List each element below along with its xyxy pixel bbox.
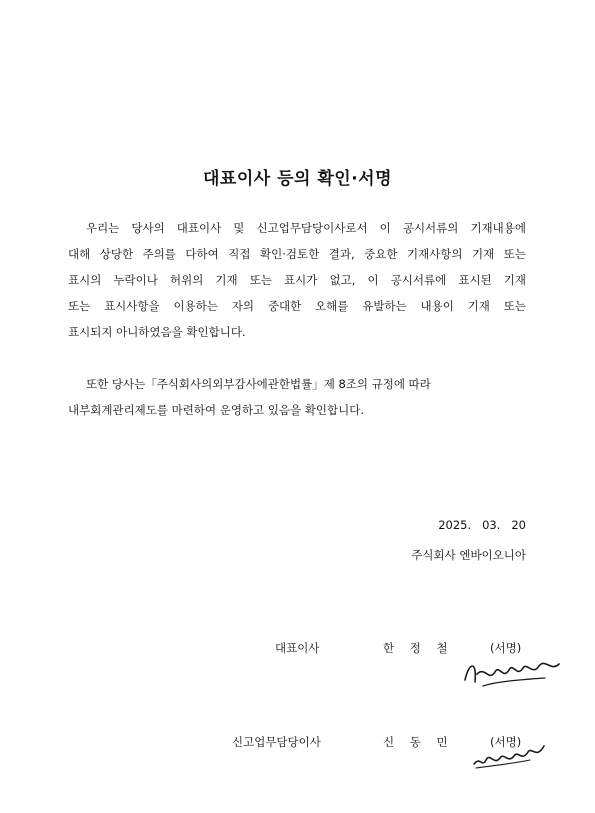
signature-label: (서명) <box>490 641 522 655</box>
signature-label: (서명) <box>490 735 522 749</box>
signatory-row-ceo <box>0 632 595 692</box>
paragraph-line: 또는 표시사항을 이용하는 자의 중대한 오해를 유발하는 내용이 기재 또는 <box>68 299 526 313</box>
signatory-role: 대표이사 <box>275 641 320 655</box>
signatory-name: 신 동 민 <box>383 735 454 749</box>
handwritten-signature-icon <box>470 738 550 772</box>
paragraph-line: 대해 상당한 주의를 다하여 직접 확인·검토한 결과, 중요한 기재사항의 기재 또는 <box>68 247 526 261</box>
paragraph-line: 또한 당사는「주식회사의외부감사에관한법률」제 8조의 규정에 따라 <box>86 377 431 391</box>
paragraph-line: 우리는 당사의 대표이사 및 신고업무담당이사로서 이 공시서류의 기재내용에 <box>86 221 526 235</box>
handwritten-signature-icon <box>455 652 575 692</box>
company-name: 주식회사 엔바이오니아 <box>411 548 526 562</box>
internal-control-paragraph <box>68 371 526 423</box>
paragraph-line: 내부회계관리제도를 마련하여 운영하고 있음을 확인합니다. <box>68 403 364 417</box>
signatory-name: 한 정 철 <box>383 641 454 655</box>
signing-date: 2025. 03. 20 <box>438 518 526 532</box>
signatory-row-disclosure-officer <box>0 726 595 786</box>
paragraph-line: 표시되지 아니하였음을 확인합니다. <box>68 325 246 339</box>
document-title: 대표이사 등의 확인·서명 <box>202 169 392 189</box>
signatory-role: 신고업무담당이사 <box>232 735 321 749</box>
confirmation-paragraph <box>68 215 526 345</box>
paragraph-line: 표시의 누락이나 허위의 기재 또는 표시가 없고, 이 공시서류에 표시된 기재 <box>68 273 526 287</box>
